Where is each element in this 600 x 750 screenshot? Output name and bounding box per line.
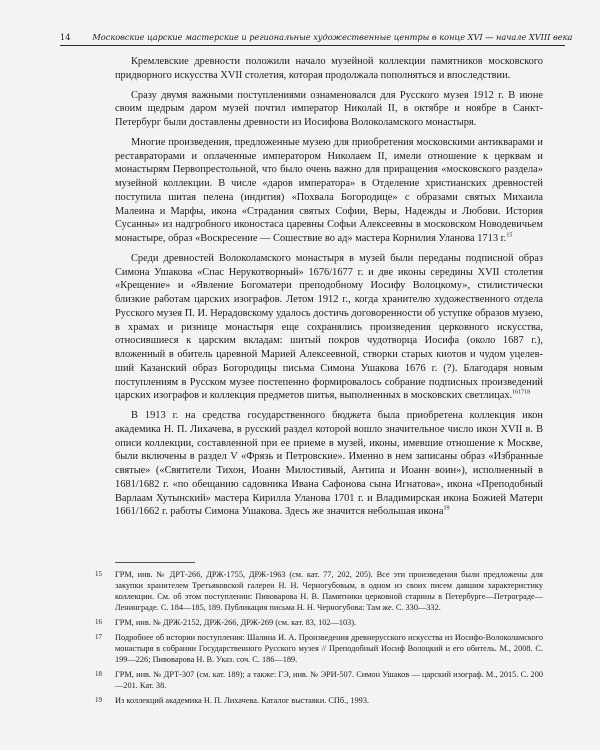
paragraph: Среди древностей Волоколамского монастыря в музей были переданы подписной образ Симона Ушакова «Спас Нерукотворный» 1676/1677 г. и две иконы середины XVII столетия «Крещение» и «Явление Богоматери преподобному Иосифу Волоцкому», стилистически близкие работам царских изографов. Летом 1912 г., когда хранителю художественного отдела Русского музея П. И. Нерадовскому удалось достичь договоренности об уступке образов музею, в храмах и ризнице монастыря еще сохранялись произведения церковного искусства, относившиеся к царским вкладам: шитый покров чудотворца Иосифа (около 1687 г.), вложенный в обитель царевной Марией Алексеевной, створки старых киотов и чудом уцелевший Казанский образ Богородицы письма Симона Ушакова 1676 г. (?). Благодаря новым поступлениям в Русском музее постепенно формировалось собрание подписных произведений царских изографов и коллекция предметов шитья, выполненных в московских светлицах.$^{161718}$ <box>115 252 543 402</box>
main-text <box>115 55 543 525</box>
footnote-text: ГРМ, инв. № ДРЖ-2152, ДРЖ-266, ДРЖ-269 (см. кат. 83, 102—103). <box>115 618 357 627</box>
footnote <box>95 669 543 691</box>
footnote-number: 17 <box>95 633 102 641</box>
footnote-ref[interactable]: 18 <box>524 389 531 396</box>
footnote-text: Подробнее об истории поступления: Шалина И. А. Произведения древнерусского искусства из Иосифо-Волоколамского монастыря в собрании Государственного Русского музея // Преподобный Иосиф Волоцкий и его обитель. М., 2008. С. 199—226; Пивоварова Н. В. Указ. соч. С. 186—189. <box>115 633 543 664</box>
footnote-number: 16 <box>95 618 102 626</box>
footnote-text: Из коллекций академика Н. П. Лихачева. Каталог выставки. СПб., 1993. <box>115 696 370 705</box>
footnote-divider <box>115 562 195 563</box>
footnote <box>95 569 543 613</box>
paragraph: Многие произведения, предложенные музею для приобретения московскими антикварами и реставраторами и оплаченные императором Николаем II, имели отношение к церквам и монастырям Первопрестольной, что было очень важно для приращения «московского раздела» музейной коллекции. В числе «даров императора» в Отделение христианских древностей поступила шитая пелена (индития) «Похвала Богородице» с образами святых Михаила Малеина и Марфы, икона «Страдания святых Софии, Веры, Надежды и Любови. История Сусанны» из надгробного иконостаса царевны Софьи Алексеевны в московском Новодевичьем монастыре, образ «Воскресение — Сошествие во ад» мастера Корнилия Уланова 1713 г.$^{15}$ <box>115 136 543 244</box>
footnote-text: ГРМ, инв. № ДРТ-307 (см. кат. 189); а также: ГЭ, инв. № ЭРИ-507. Симон Ушаков — царский изограф. М., 2015. С. 200—201. Кат. 38. <box>115 670 543 690</box>
footnote-number: 18 <box>95 670 102 678</box>
footnote <box>95 695 543 706</box>
paragraph: Сразу двумя важными поступлениями ознаменовался для Русского музея 1912 г. В июне своим щедрым даром музей почтил император Николай II, в октябре и ноябре в Санкт-Петербург были доставлены древности из Иосифова Волоколамского монастыря. <box>115 89 543 128</box>
footnote-ref[interactable]: 16 <box>512 389 519 396</box>
paragraph: В 1913 г. на средства государственного бюджета была приобретена коллекция икон академика Н. П. Лихачева, в русский раздел которой вошло значительное число икон XVII в. В описи коллекции, составленной при ее приеме в музей, иконы, имевшие отношение к Москве, были включены в раздел V «Фрязь и Петровские». Именно в нем записаны образ «Избранные святые» («Святители Тихон, Иоанн Милостивый, Антипа и Иоанн воин»), исполненный в 1681/1682 г. «по обещанию садовника Ивана Сафонова сына Игнатова», икона «Преподобный Варлаам Хутынский» мастера Кирилла Уланова 1701 г. и Владимирская икона Божией Матери 1661/1662 г. работы Симона Ушакова. Здесь же значится небольшая икона$^{19}$ <box>115 410 543 518</box>
page-number: 14 <box>60 32 71 42</box>
footnote <box>95 617 543 628</box>
footnote-ref[interactable]: 19 <box>443 505 450 512</box>
footnotes <box>95 562 543 710</box>
paragraph: Кремлевские древности положили начало музейной коллекции памятников московского придворного искусства XVII столетия, которая продолжала пополняться и впоследствии. <box>115 56 543 81</box>
running-header <box>60 32 573 46</box>
footnote-ref[interactable]: 15 <box>506 232 513 239</box>
footnote-ref[interactable]: 17 <box>518 389 525 396</box>
footnote-number: 19 <box>95 696 102 704</box>
running-title: Московские царские мастерские и региональные художественные центры в конце XVI — начале XVIII века <box>92 32 573 42</box>
footnote-text: ГРМ, инв. № ДРТ-266, ДРЖ-1755, ДРЖ-1963 (см. кат. 77, 202, 205). Все эти произведения были предложены для закупки хранителем Третьяковской галереи Н. Н. Черногубовым, в одном из своих писем давшим характеристику коллекции. См. об этом поступлении: Пивоварова Н. В. Памятники церковной старины в Петербурге—Петрограде—Ленинграде. С. 184—185, 189. Публикация письма Н. Н. Черногубова: Там же. С. 330—332. <box>115 570 543 612</box>
footnote <box>95 632 543 665</box>
footnote-number: 15 <box>95 570 102 578</box>
